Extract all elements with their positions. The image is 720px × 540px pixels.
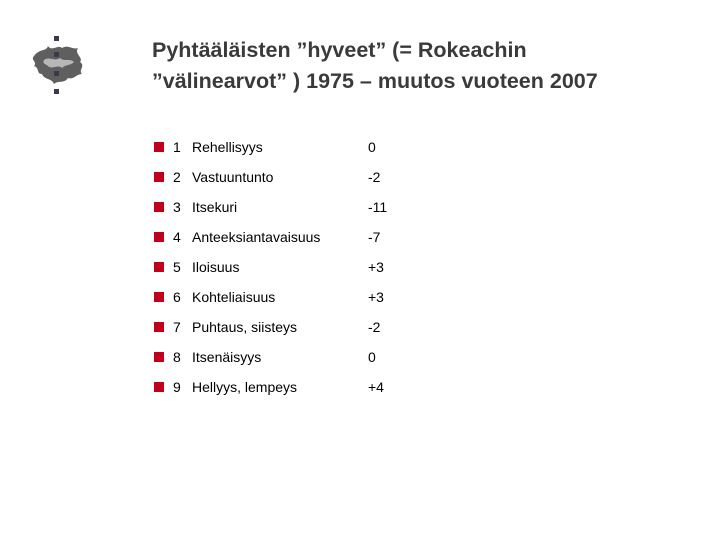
item-value: -2 [368,319,381,335]
square-bullet-icon [154,172,164,182]
square-bullet-icon [154,382,164,392]
item-number: 7 [173,319,181,335]
slide-title [152,35,692,97]
item-number: 1 [173,139,181,155]
square-bullet-icon [154,352,164,362]
item-value: -7 [368,229,381,245]
item-value: 0 [368,139,376,155]
item-value: 0 [368,349,376,365]
item-label: Rehellisyys [192,139,263,155]
item-number: 3 [173,199,181,215]
square-bullet-icon [154,262,164,272]
item-label: Puhtaus, siisteys [192,319,298,335]
item-value: +3 [368,259,384,275]
square-bullet-icon [154,322,164,332]
item-number: 4 [173,229,181,245]
item-label: Itsekuri [192,199,238,215]
item-number: 2 [173,169,181,185]
square-bullet-icon [154,232,164,242]
square-bullet-icon [154,142,164,152]
item-label: Anteeksiantavaisuus [192,229,321,245]
slide-title-line-2: ”välinearvot” ) 1975 – muutos vuoteen 2007 [152,69,598,93]
item-value: +4 [368,379,384,395]
university-logo-icon [28,34,92,98]
item-label: Iloisuus [192,259,240,275]
item-label: Kohteliaisuus [192,289,276,305]
item-number: 6 [173,289,181,305]
item-value: -2 [368,169,381,185]
item-number: 9 [173,379,181,395]
square-bullet-icon [154,202,164,212]
item-label: Vastuuntunto [192,169,274,185]
item-value: +3 [368,289,384,305]
item-label: Hellyys, lempeys [192,379,298,395]
item-value: -11 [368,199,388,215]
item-label: Itsenäisyys [192,349,262,365]
flame-emblem-icon [28,34,92,98]
item-number: 5 [173,259,181,275]
slide-title-line-1: Pyhtääläisten ”hyveet” (= Rokeachin [152,38,527,62]
square-bullet-icon [154,292,164,302]
item-number: 8 [173,349,181,365]
